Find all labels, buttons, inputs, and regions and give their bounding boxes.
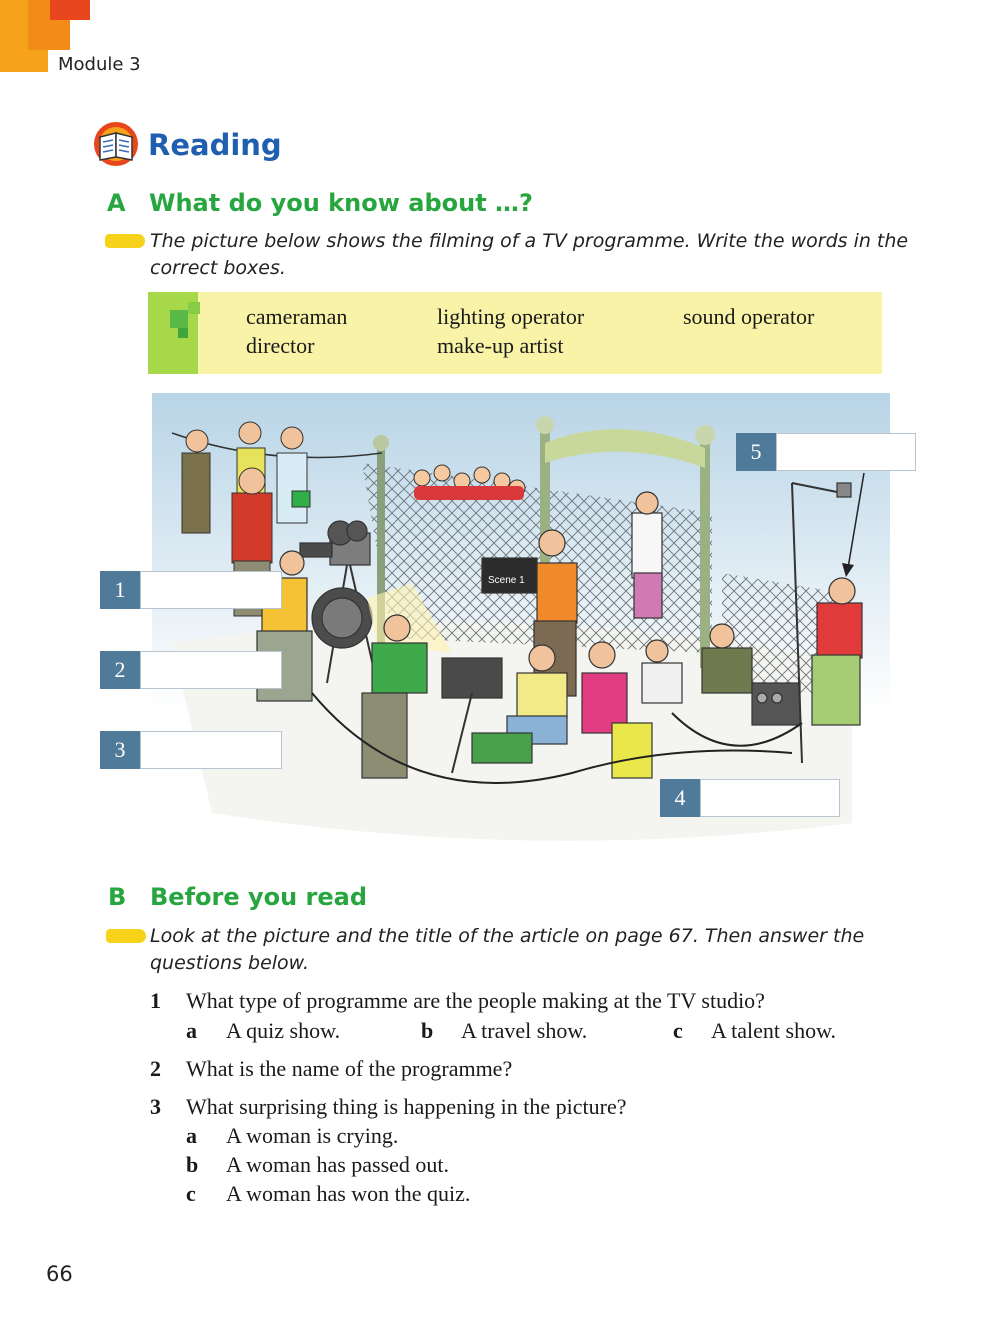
instruction-line: questions below.: [150, 952, 310, 974]
question-1: [150, 988, 161, 1014]
option-text[interactable]: A woman has won the quiz.: [226, 1181, 471, 1206]
question-1-text: What type of programme are the people making at the TV studio?: [186, 988, 765, 1013]
label-number: 5: [736, 433, 776, 471]
word-sound-operator: sound operator: [683, 304, 815, 329]
answer-field[interactable]: [140, 651, 282, 689]
label-box-4[interactable]: [660, 779, 840, 817]
question-3-text: What surprising thing is happening in the picture?: [186, 1094, 627, 1119]
word-cameraman: cameraman: [246, 304, 348, 329]
answer-field[interactable]: [776, 433, 916, 471]
highlight-marker: [106, 929, 146, 943]
question-number: 2: [150, 1056, 161, 1081]
word-director: director: [246, 333, 315, 358]
option-letter: b: [186, 1152, 199, 1177]
instruction-line: correct boxes.: [150, 257, 286, 279]
section-b-title: Before you read: [150, 883, 368, 911]
option-letter: c: [186, 1181, 196, 1206]
section-b-instruction: [150, 923, 910, 977]
page-title: Reading: [148, 128, 282, 162]
option-text[interactable]: A woman is crying.: [226, 1123, 399, 1148]
section-a-title: What do you know about …?: [149, 189, 533, 217]
option-letter: a: [186, 1123, 197, 1148]
option-text[interactable]: A woman has passed out.: [226, 1152, 450, 1177]
label-box-3[interactable]: [100, 731, 282, 769]
section-a-instruction: [150, 228, 910, 282]
question-3: [150, 1094, 161, 1120]
question-2: [150, 1056, 161, 1082]
option-text[interactable]: A talent show.: [711, 1018, 837, 1043]
question-2-text: What is the name of the programme?: [186, 1056, 513, 1081]
label-box-5[interactable]: [736, 433, 916, 471]
label-number: 4: [660, 779, 700, 817]
section-b-letter: B: [108, 883, 127, 911]
instruction-line: Look at the picture and the title of the article on page 67. Then answer the: [150, 925, 865, 947]
answer-field[interactable]: [700, 779, 840, 817]
instruction-line: The picture below shows the filming of a TV programme. Write the words in the: [150, 230, 909, 252]
book-icon: [90, 121, 142, 167]
clapper-label: Scene 1: [488, 575, 525, 586]
label-number: 3: [100, 731, 140, 769]
highlight-marker: [105, 234, 145, 248]
module-label: Module 3: [58, 54, 141, 75]
answer-field[interactable]: [140, 731, 282, 769]
option-letter: b: [421, 1018, 434, 1043]
option-letter: c: [673, 1018, 683, 1043]
question-number: 1: [150, 988, 161, 1013]
label-box-1[interactable]: [100, 571, 282, 609]
label-number: 2: [100, 651, 140, 689]
page-number: 66: [46, 1262, 73, 1286]
label-box-2[interactable]: [100, 651, 282, 689]
word-bank: [148, 292, 882, 374]
option-text[interactable]: A quiz show.: [226, 1018, 341, 1043]
option-letter: a: [186, 1018, 197, 1043]
word-make-up-artist: make-up artist: [437, 333, 564, 358]
label-number: 1: [100, 571, 140, 609]
question-number: 3: [150, 1094, 161, 1119]
answer-field[interactable]: [140, 571, 282, 609]
word-lighting-operator: lighting operator: [437, 304, 585, 329]
section-a-letter: A: [107, 189, 126, 217]
option-text[interactable]: A travel show.: [461, 1018, 588, 1043]
